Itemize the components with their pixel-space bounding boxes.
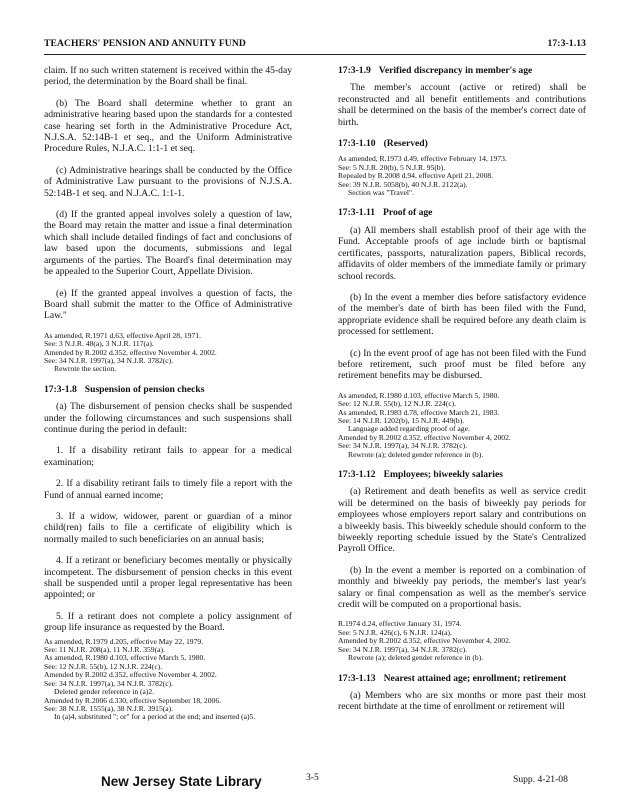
paragraph: The member's account (active or retired) shall be reconstructed and all benefit entitlements and contributions shall be determined on the basis of the member's correct date of birth. [338,82,586,128]
history-line: Amended by R.2002 d.352, effective November 4, 2002. [44,347,217,357]
page-footer [0,772,617,792]
section-title: (Reserved) [383,138,428,150]
section-heading-17-3-1-12 [338,469,586,480]
history-line: See: 5 N.J.R. 20(b), 5 N.J.R. 95(b). [338,162,446,172]
list-item: 1. If a disability retirant fails to appear for a medical examination; [44,445,292,468]
section-title: Verified discrepancy in member's age [378,65,533,76]
history-line: See: 34 N.J.R. 1997(a), 34 N.J.R. 3782(c). [338,441,468,451]
history-note-2 [44,638,292,722]
paragraph-d: (d) If the granted appeal involves solely a question of law, the Board may retain the matter and issue a final determination which shall include detailed findings of fact and conclusions of law based upon the documents, submissions and legal arguments of the parties. The Board's final determination may be appealed to the Superior Court, Appellate Division. [44,209,292,278]
history-line: Amended by R.2006 d.330, effective September 18, 2006. [44,695,222,705]
history-line: Repealed by R.2008 d.94, effective April 21, 2008. [338,171,494,181]
history-line: As amended, R.1971 d.63, effective April 28, 1971. [44,330,201,340]
section-title: Suspension of pension checks [84,383,205,395]
section-heading-17-3-1-9 [338,65,586,76]
history-line: As amended, R.1973 d.49, effective February 14, 1973. [338,154,507,164]
paragraph-c: (c) In the event proof of age has not been filed with the Fund before retirement, such proof must be filed before any retirement benefits may be disbursed. [338,347,586,382]
history-note-text: Rewrote (a); deleted gender reference in (b). [348,449,484,459]
history-line: See: 5 N.J.R. 426(c), 6 N.J.R. 124(a). [338,627,452,637]
running-header [44,38,586,55]
section-number: 17:3-1.10 [338,138,376,150]
history-line: As amended, R.1980 d.103, effective March 5, 1980. [338,390,500,400]
section-heading-17-3-1-13 [338,673,586,684]
history-note-text: Rewrote the section. [54,364,117,374]
paragraph-b: (b) In the event a member is reported on a combination of monthly and biweekly pay periods, the member's last year's salary or final compensation as well as the member's service credit will be computed on a proportional basis. [338,564,586,611]
list-item: 5. If a retirant does not complete a policy assignment of group life insurance as requested by the Board. [44,610,292,634]
section-title: Nearest attained age; enrollment; retirement [383,672,567,684]
section-heading-17-3-1-8 [44,384,292,395]
section-number: 17:3-1.11 [338,207,376,219]
library-watermark: New Jersey State Library [101,774,262,789]
history-line: See: 38 N.J.R. 1555(a), 38 N.J.R. 3915(a). [44,703,174,713]
history-note-4 [338,392,586,459]
history-line: See: 14 N.J.R. 1202(b), 15 N.J.R. 449(b). [338,415,465,425]
history-note-text: Section was "Travel". [348,188,415,198]
section-heading-17-3-1-10 [338,138,586,149]
section-number: 17:3-1.13 [338,672,376,684]
section-number: 17:3-1.8 [44,383,77,395]
paragraph-claim: claim. If no such written statement is received within the 45-day period, the determination by the Board shall be final. [44,65,292,88]
paragraph-a: (a) Members who are six months or more past their most recent birthdate at the time of enrollment or retirement will [338,689,586,713]
history-line: See: 34 N.J.R. 1997(a), 34 N.J.R. 3782(c). [44,355,174,365]
section-number: 17:3-1.12 [338,469,376,480]
section-title: Proof of age [383,207,433,219]
paragraph-a: (a) The disbursement of pension checks shall be suspended under the following circumstances and such suspensions shall continue during the period in default: [44,401,292,435]
history-line: Amended by R.2002 d.352, effective November 4, 2002. [338,636,511,646]
paragraph-a: (a) Retirement and death benefits as well as service credit will be determined on the basis of biweekly pay periods for employees whose employers report salary and contributions on a biweekly basis. This biweekly schedule should conform to the biweekly reporting schedule issued by the State's Centralized Payroll Office. [338,486,586,555]
right-column [338,65,586,723]
history-line: See: 12 N.J.R. 55(b), 12 N.J.R. 224(c). [338,399,457,409]
section-title: Employees; biweekly salaries [383,469,503,480]
history-note-text: Deleted gender reference in (a)2. [54,687,155,697]
paragraph-a: (a) All members shall establish proof of their age with the Fund. Acceptable proofs of age include birth or baptismal certificates, passports, naturalization papers, Biblical records, affidavits of older members of the immediate family or primary school records. [338,224,586,282]
list-item: 2. If a disability retirant fails to timely file a report with the Fund of annual earned income; [44,478,292,501]
history-line: See: 12 N.J.R. 55(b), 12 N.J.R. 224(c). [44,661,163,671]
left-column [44,65,292,732]
paragraph-b: (b) In the event a member dies before satisfactory evidence of the member's date of birth has been filed with the Fund, appropriate evidence shall be required before any death claim is processed for settlement. [338,291,586,338]
list-item: 3. If a widow, widower, parent or guardian of a minor child(ren) fails to file a certificate of eligibility which is normally mailed to such beneficiaries on an annual basis; [44,511,292,545]
history-note-3 [338,155,586,197]
history-note-text: Language added regarding proof of age. [348,424,470,434]
history-line: As amended, R.1980 d.103, effective March 5, 1980. [44,653,206,663]
paragraph-e: (e) If the granted appeal involves a question of facts, the Board shall submit the matter to the Office of Administrative Law." [44,287,292,322]
history-line: R.1974 d.24, effective January 31, 1974. [338,619,462,629]
page-number: 3-5 [306,772,319,783]
list-item: 4. If a retirant or beneficiary becomes mentally or physically incompetent. The disbursement of pension checks in this event shall be suspended until a proper legal representative has been appointed; or [44,555,292,601]
paragraph-b: (b) The Board shall determine whether to grant an administrative hearing based upon the standards for a contested case hearing set forth in the Administrative Procedure Act, N.J.S.A. 52:14B-1 et seq., and the Uniform Administrative Procedure Rules, N.J.A.C. 1:1-1 et seq. [44,97,292,155]
history-line: As amended, R.1979 d.205, effective May 22, 1979. [44,636,204,646]
history-line: Amended by R.2002 d.352, effective November 4, 2002. [44,670,217,680]
paragraph-c: (c) Administrative hearings shall be conducted by the Office of Administrative Law pursuant to the provisions of N.J.S.A. 52:14B-1 et seq. and N.J.A.C. 1:1-1. [44,164,292,199]
history-note-text: Rewrote (a); deleted gender reference in (b). [348,653,484,663]
history-note-5 [338,620,586,662]
section-number: 17:3-1.9 [338,65,371,76]
header-title: TEACHERS' PENSION AND ANNUITY FUND [44,38,246,49]
history-line: See: 34 N.J.R. 1997(a), 34 N.J.R. 3782(c). [44,678,174,688]
supplement-date: Supp. 4-21-08 [513,774,568,785]
history-line: Amended by R.2002 d.352, effective November 4, 2002. [338,432,511,442]
section-heading-17-3-1-11 [338,207,586,218]
history-line: See: 39 N.J.R. 5058(b), 40 N.J.R. 2122(a). [338,179,468,189]
history-line: See: 3 N.J.R. 48(a), 3 N.J.R. 117(a). [44,339,154,349]
history-note-1 [44,332,292,374]
history-line: See: 34 N.J.R. 1997(a), 34 N.J.R. 3782(c). [338,644,468,654]
history-note-text: In (a)4, substituted "; or" for a period at the end; and inserted (a)5. [54,712,256,722]
history-line: As amended, R.1983 d.78, effective March 21, 1983. [338,407,500,417]
history-line: See: 11 N.J.R. 208(a), 11 N.J.R. 359(a). [44,645,165,655]
header-section-ref: 17:3-1.13 [547,38,586,49]
